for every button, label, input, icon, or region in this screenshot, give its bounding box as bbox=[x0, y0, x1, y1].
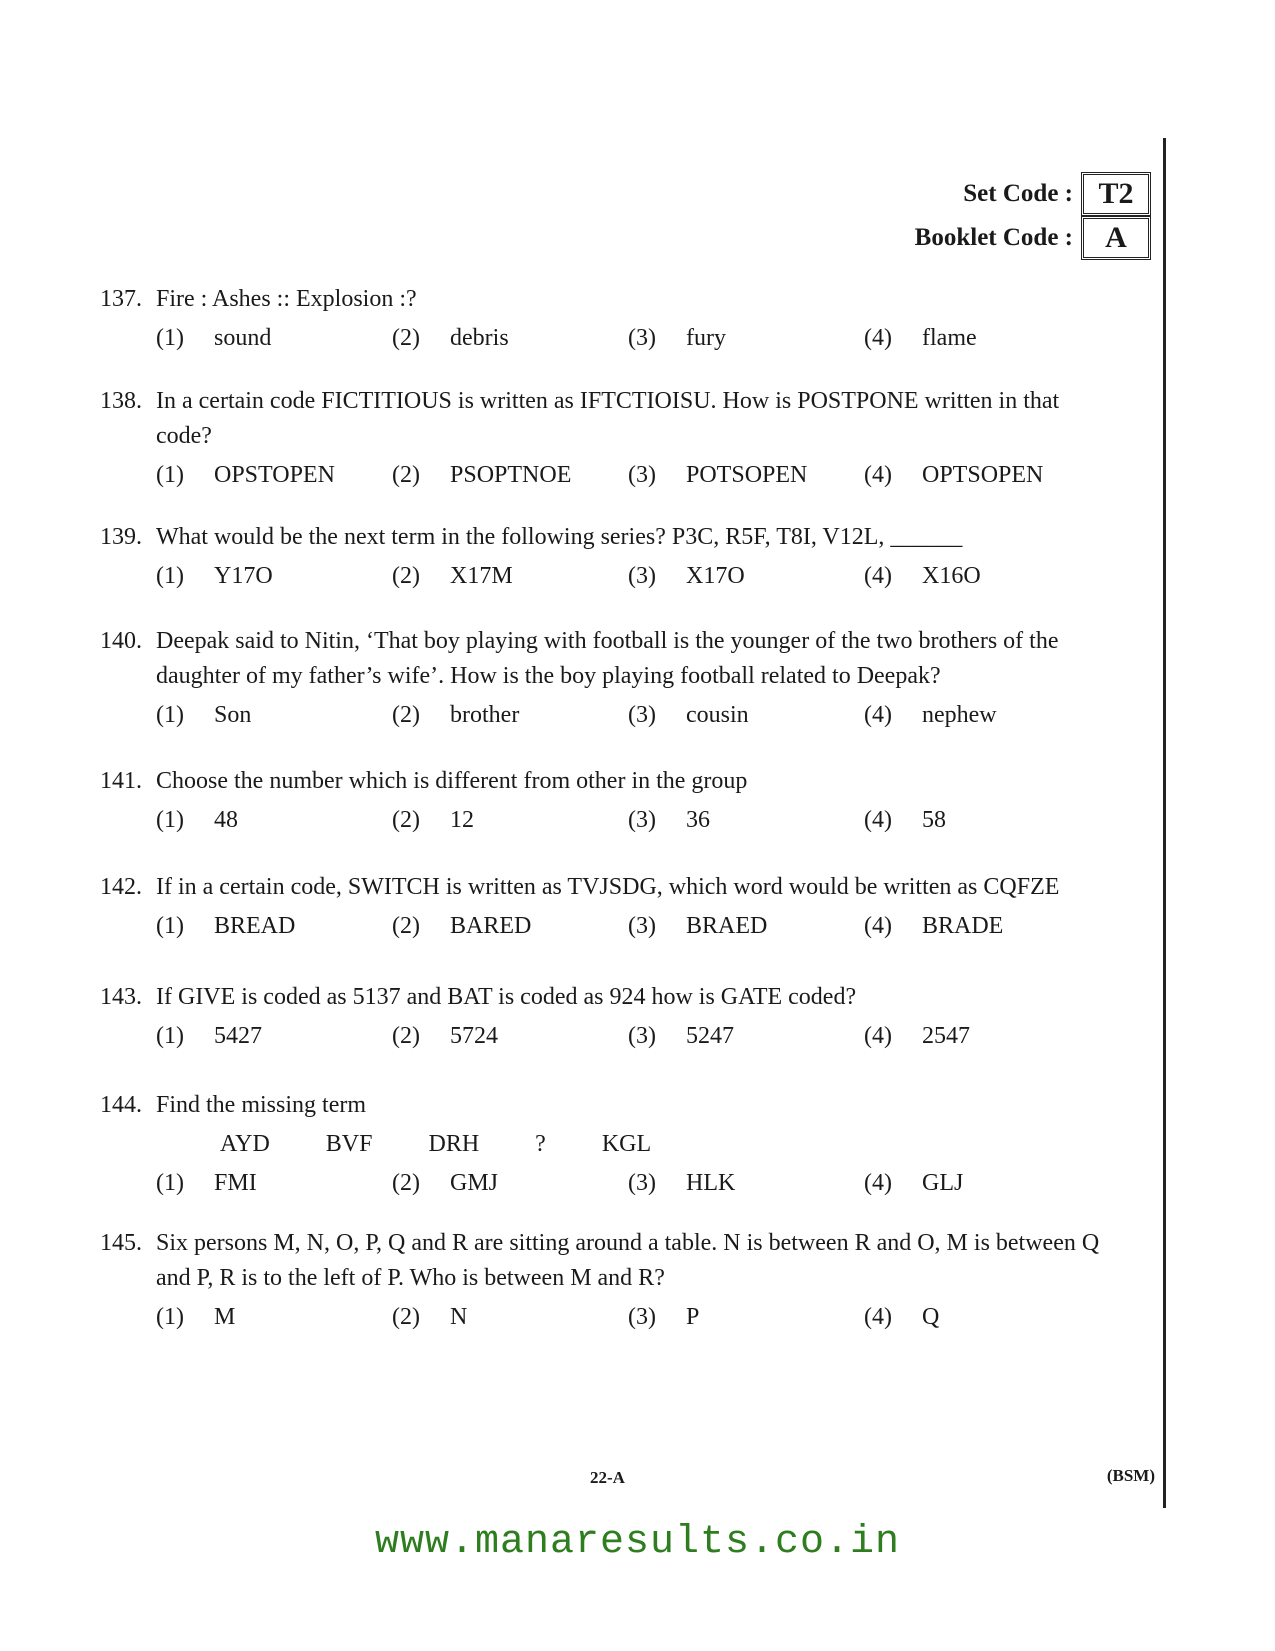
options bbox=[100, 803, 1165, 838]
option-3: (3) cousin bbox=[628, 702, 749, 728]
question-text: Find the missing term bbox=[156, 1092, 366, 1118]
option-1: (1) 5427 bbox=[156, 1023, 262, 1049]
option-4: (4) GLJ bbox=[864, 1170, 964, 1196]
question-text: In a certain code FICTITIOUS is written as IFTCTIOISU. How is POSTPONE written in that code? bbox=[156, 388, 1060, 449]
question-139 bbox=[100, 520, 1165, 594]
options bbox=[100, 1019, 1165, 1054]
option-3: (3) 36 bbox=[628, 807, 710, 833]
option-2: (2) N bbox=[392, 1304, 468, 1330]
series-term: AYD bbox=[220, 1131, 270, 1157]
options bbox=[100, 321, 1165, 356]
option-1: (1) FMI bbox=[156, 1170, 257, 1196]
option-4: (4) 58 bbox=[864, 807, 946, 833]
series-term: BVF bbox=[325, 1131, 373, 1157]
option-1: (1) 48 bbox=[156, 807, 238, 833]
option-2: (2) debris bbox=[392, 325, 509, 351]
option-3: (3) BRAED bbox=[628, 913, 768, 939]
option-3: (3) fury bbox=[628, 325, 726, 351]
question-140 bbox=[100, 624, 1165, 733]
option-4: (4) flame bbox=[864, 325, 977, 351]
question-text: If GIVE is coded as 5137 and BAT is coded as 924 how is GATE coded? bbox=[156, 984, 857, 1010]
question-number: 140. bbox=[100, 628, 142, 654]
question-number: 144. bbox=[100, 1092, 142, 1118]
options bbox=[100, 1166, 1165, 1201]
series-terms bbox=[100, 1127, 1165, 1162]
question-number: 145. bbox=[100, 1230, 142, 1256]
series-term: ? bbox=[535, 1131, 546, 1157]
set-code-box: T2 bbox=[1081, 172, 1151, 216]
question-141 bbox=[100, 764, 1165, 838]
question-144 bbox=[100, 1088, 1165, 1201]
question-text: Deepak said to Nitin, ‘That boy playing with football is the younger of the two brothers of the daughter of my father’s wife’. How is the boy playing football related to Deepak? bbox=[156, 628, 1059, 689]
question-text: Choose the number which is different from other in the group bbox=[156, 768, 748, 794]
option-3: (3) POTSOPEN bbox=[628, 462, 808, 488]
question-text: Six persons M, N, O, P, Q and R are sitting around a table. N is between R and O, M is between Q and P, R is to the left of P. Who is between M and R? bbox=[156, 1230, 1100, 1291]
booklet-code-box: A bbox=[1081, 216, 1151, 260]
option-2: (2) 12 bbox=[392, 807, 474, 833]
question-text: Fire : Ashes :: Explosion :? bbox=[156, 286, 417, 312]
question-number: 139. bbox=[100, 524, 142, 550]
options bbox=[100, 559, 1165, 594]
option-1: (1) M bbox=[156, 1304, 236, 1330]
option-1: (1) OPSTOPEN bbox=[156, 462, 335, 488]
question-number: 141. bbox=[100, 768, 142, 794]
option-2: (2) brother bbox=[392, 702, 520, 728]
booklet-code-label: Booklet Code : bbox=[914, 224, 1073, 251]
option-1: (1) Y17O bbox=[156, 563, 273, 589]
option-3: (3) P bbox=[628, 1304, 700, 1330]
option-3: (3) 5247 bbox=[628, 1023, 734, 1049]
set-code-label: Set Code : bbox=[963, 180, 1073, 207]
page-number: 22-A bbox=[590, 1468, 625, 1487]
option-3: (3) X17O bbox=[628, 563, 745, 589]
options bbox=[100, 909, 1165, 944]
options bbox=[100, 458, 1165, 493]
option-1: (1) Son bbox=[156, 702, 252, 728]
question-text: What would be the next term in the following series? P3C, R5F, T8I, V12L, ______ bbox=[156, 524, 963, 550]
question-number: 138. bbox=[100, 388, 142, 414]
series-term: DRH bbox=[428, 1131, 480, 1157]
options bbox=[100, 1300, 1165, 1335]
question-text: If in a certain code, SWITCH is written as TVJSDG, which word would be written as CQFZE bbox=[156, 874, 1060, 900]
question-143 bbox=[100, 980, 1165, 1054]
series-term: KGL bbox=[601, 1131, 652, 1157]
question-number: 142. bbox=[100, 874, 142, 900]
option-4: (4) OPTSOPEN bbox=[864, 462, 1044, 488]
watermark-url: www.manaresults.co.in bbox=[374, 1520, 901, 1565]
option-2: (2) GMJ bbox=[392, 1170, 499, 1196]
booklet-code bbox=[915, 216, 1151, 260]
option-1: (1) BREAD bbox=[156, 913, 296, 939]
set-code bbox=[963, 172, 1151, 216]
option-2: (2) X17M bbox=[392, 563, 513, 589]
question-138 bbox=[100, 384, 1165, 493]
option-2: (2) BARED bbox=[392, 913, 532, 939]
option-4: (4) 2547 bbox=[864, 1023, 970, 1049]
question-142 bbox=[100, 870, 1165, 944]
question-number: 143. bbox=[100, 984, 142, 1010]
option-3: (3) HLK bbox=[628, 1170, 736, 1196]
option-4: (4) nephew bbox=[864, 702, 997, 728]
option-4: (4) Q bbox=[864, 1304, 940, 1330]
option-2: (2) 5724 bbox=[392, 1023, 498, 1049]
option-4: (4) BRADE bbox=[864, 913, 1004, 939]
question-number: 137. bbox=[100, 286, 142, 312]
option-2: (2) PSOPTNOE bbox=[392, 462, 572, 488]
options bbox=[100, 698, 1165, 733]
option-4: (4) X16O bbox=[864, 563, 981, 589]
question-137 bbox=[100, 282, 1165, 356]
question-145 bbox=[100, 1226, 1165, 1335]
subject-code: (BSM) bbox=[1106, 1466, 1155, 1485]
option-1: (1) sound bbox=[156, 325, 272, 351]
